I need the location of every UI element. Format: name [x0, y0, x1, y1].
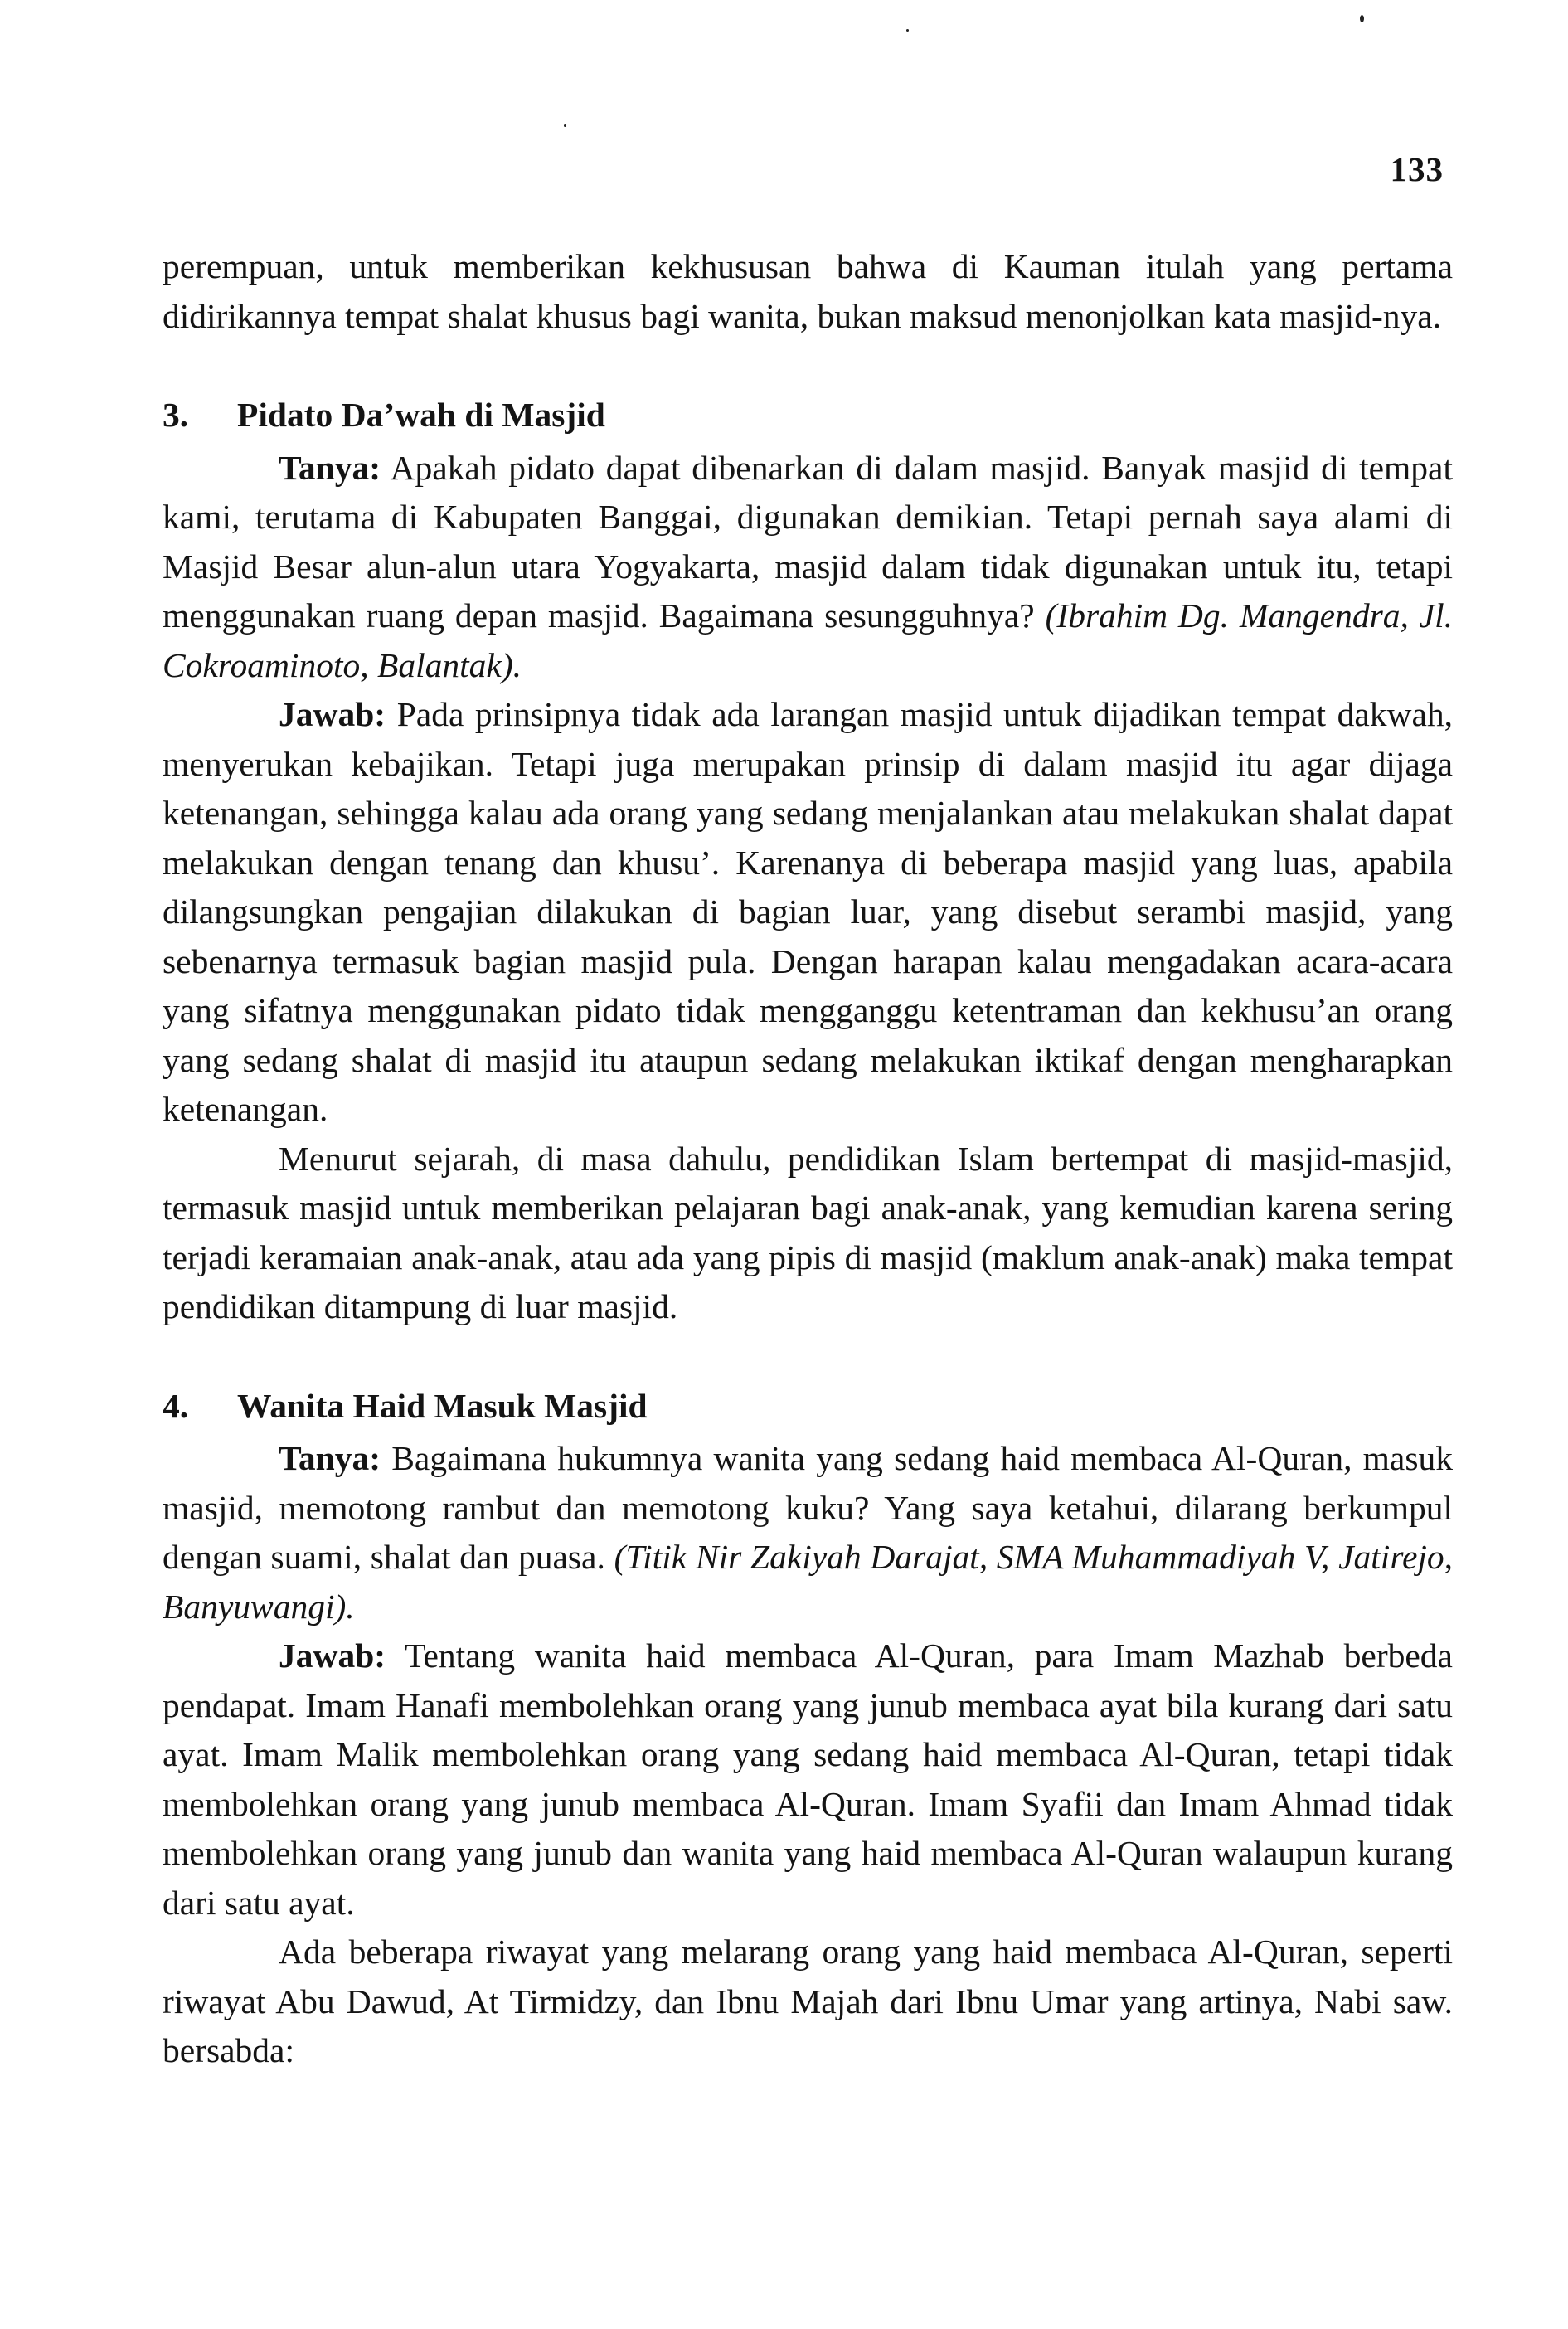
section-title: Wanita Haid Masuk Masjid — [237, 1386, 648, 1425]
section-heading-4 — [163, 1382, 1453, 1432]
section-number: 3. — [163, 396, 189, 434]
question-text: Apakah pidato dapat dibenarkan di dalam masjid. Banyak masjid di tempat kami, terutama di Kabupaten Banggai, digunakan demikian. Tetapi pernah saya alami di Masjid Besar alun-alun utara Yogyakarta, masjid dalam tidak digunakan untuk itu, tetapi menggunakan ruang depan masjid. Bagaimana sesungguhnya? — [163, 448, 1453, 635]
scan-speck — [1360, 15, 1364, 22]
question-label: Tanya: — [279, 448, 381, 487]
page-number: 133 — [1390, 150, 1444, 188]
question-paragraph — [163, 444, 1453, 691]
answer-text: Tentang wanita haid membaca Al-Quran, para Imam Mazhab berbeda pendapat. Imam Hanafi membolehkan orang yang junub membaca ayat bila kurang dari satu ayat. Imam Malik membolehkan orang yang sedang haid membaca Al-Quran, tetapi tidak membolehkan orang yang junub membaca Al-Quran. Imam Syafii dan Imam Ahmad tidak membolehkan orang yang junub dan wanita yang haid membaca Al-Quran walaupun kurang dari satu ayat. — [163, 1636, 1453, 1922]
page-content — [163, 242, 1453, 2076]
question-label: Tanya: — [279, 1439, 381, 1477]
section-number: 4. — [163, 1386, 189, 1425]
question-source: (Ibrahim Dg. Mangendra, Jl. Cokroaminoto, Balantak). — [163, 596, 1453, 684]
section-title: Pidato Da’wah di Masjid — [237, 396, 605, 434]
question-text: Bagaimana hukumnya wanita yang sedang haid membaca Al-Quran, masuk masjid, memotong rambut dan memotong kuku? Yang saya ketahui, dilarang berkumpul dengan suami, shalat dan puasa. — [163, 1439, 1453, 1576]
intro-paragraph: perempuan, untuk memberikan kekhususan bahwa di Kauman itulah yang pertama didirikannya tempat shalat khusus bagi wanita, bukan maksud menonjolkan kata masjid-nya. — [163, 247, 1453, 335]
section-heading-3 — [163, 391, 1453, 440]
answer-text: Pada prinsipnya tidak ada larangan masjid untuk dijadikan tempat dakwah, menyerukan kebajikan. Tetapi juga merupakan prinsip di dalam masjid itu agar dijaga ketenangan, sehingga kalau ada orang yang sedang menjalankan atau melakukan shalat dapat melakukan dengan tenang dan khusu’. Karenanya di beberapa masjid yang luas, apabila dilangsungkan pengajian dilakukan di bagian luar, yang disebut serambi masjid, yang sebenarnya termasuk bagian masjid pula. Dengan harapan kalau mengadakan acara-acara yang sifatnya menggunakan pidato tidak mengganggu ketentraman dan kekhusu’an orang yang sedang shalat di masjid itu ataupun sedang melakukan iktikaf dengan mengharapkan ketenangan. — [163, 695, 1454, 1128]
answer-paragraph — [163, 690, 1453, 1135]
answer-label: Jawab: — [279, 695, 386, 733]
question-paragraph — [163, 1434, 1453, 1631]
question-source: (Titik Nir Zakiyah Darajat, SMA Muhammadiyah V, Jatirejo, Banyuwangi). — [163, 1538, 1454, 1626]
answer-paragraph — [163, 1631, 1453, 1928]
body-paragraph: Ada beberapa riwayat yang melarang orang yang haid membaca Al-Quran, seperti riwayat Abu Dawud, At Tirmidzy, dan Ibnu Majah dari Ibnu Umar yang artinya, Nabi saw. bersabda: — [163, 1933, 1453, 2069]
scan-speck — [906, 29, 909, 32]
body-paragraph: Menurut sejarah, di masa dahulu, pendidikan Islam bertempat di masjid-masjid, termasuk masjid untuk memberikan pelajaran bagi anak-anak, yang kemudian karena sering terjadi keramaian anak-anak, atau ada yang pipis di masjid (maklum anak-anak) maka tempat pendidikan ditampung di luar masjid. — [163, 1139, 1453, 1325]
answer-label: Jawab: — [279, 1636, 386, 1675]
scan-speck — [564, 124, 566, 127]
